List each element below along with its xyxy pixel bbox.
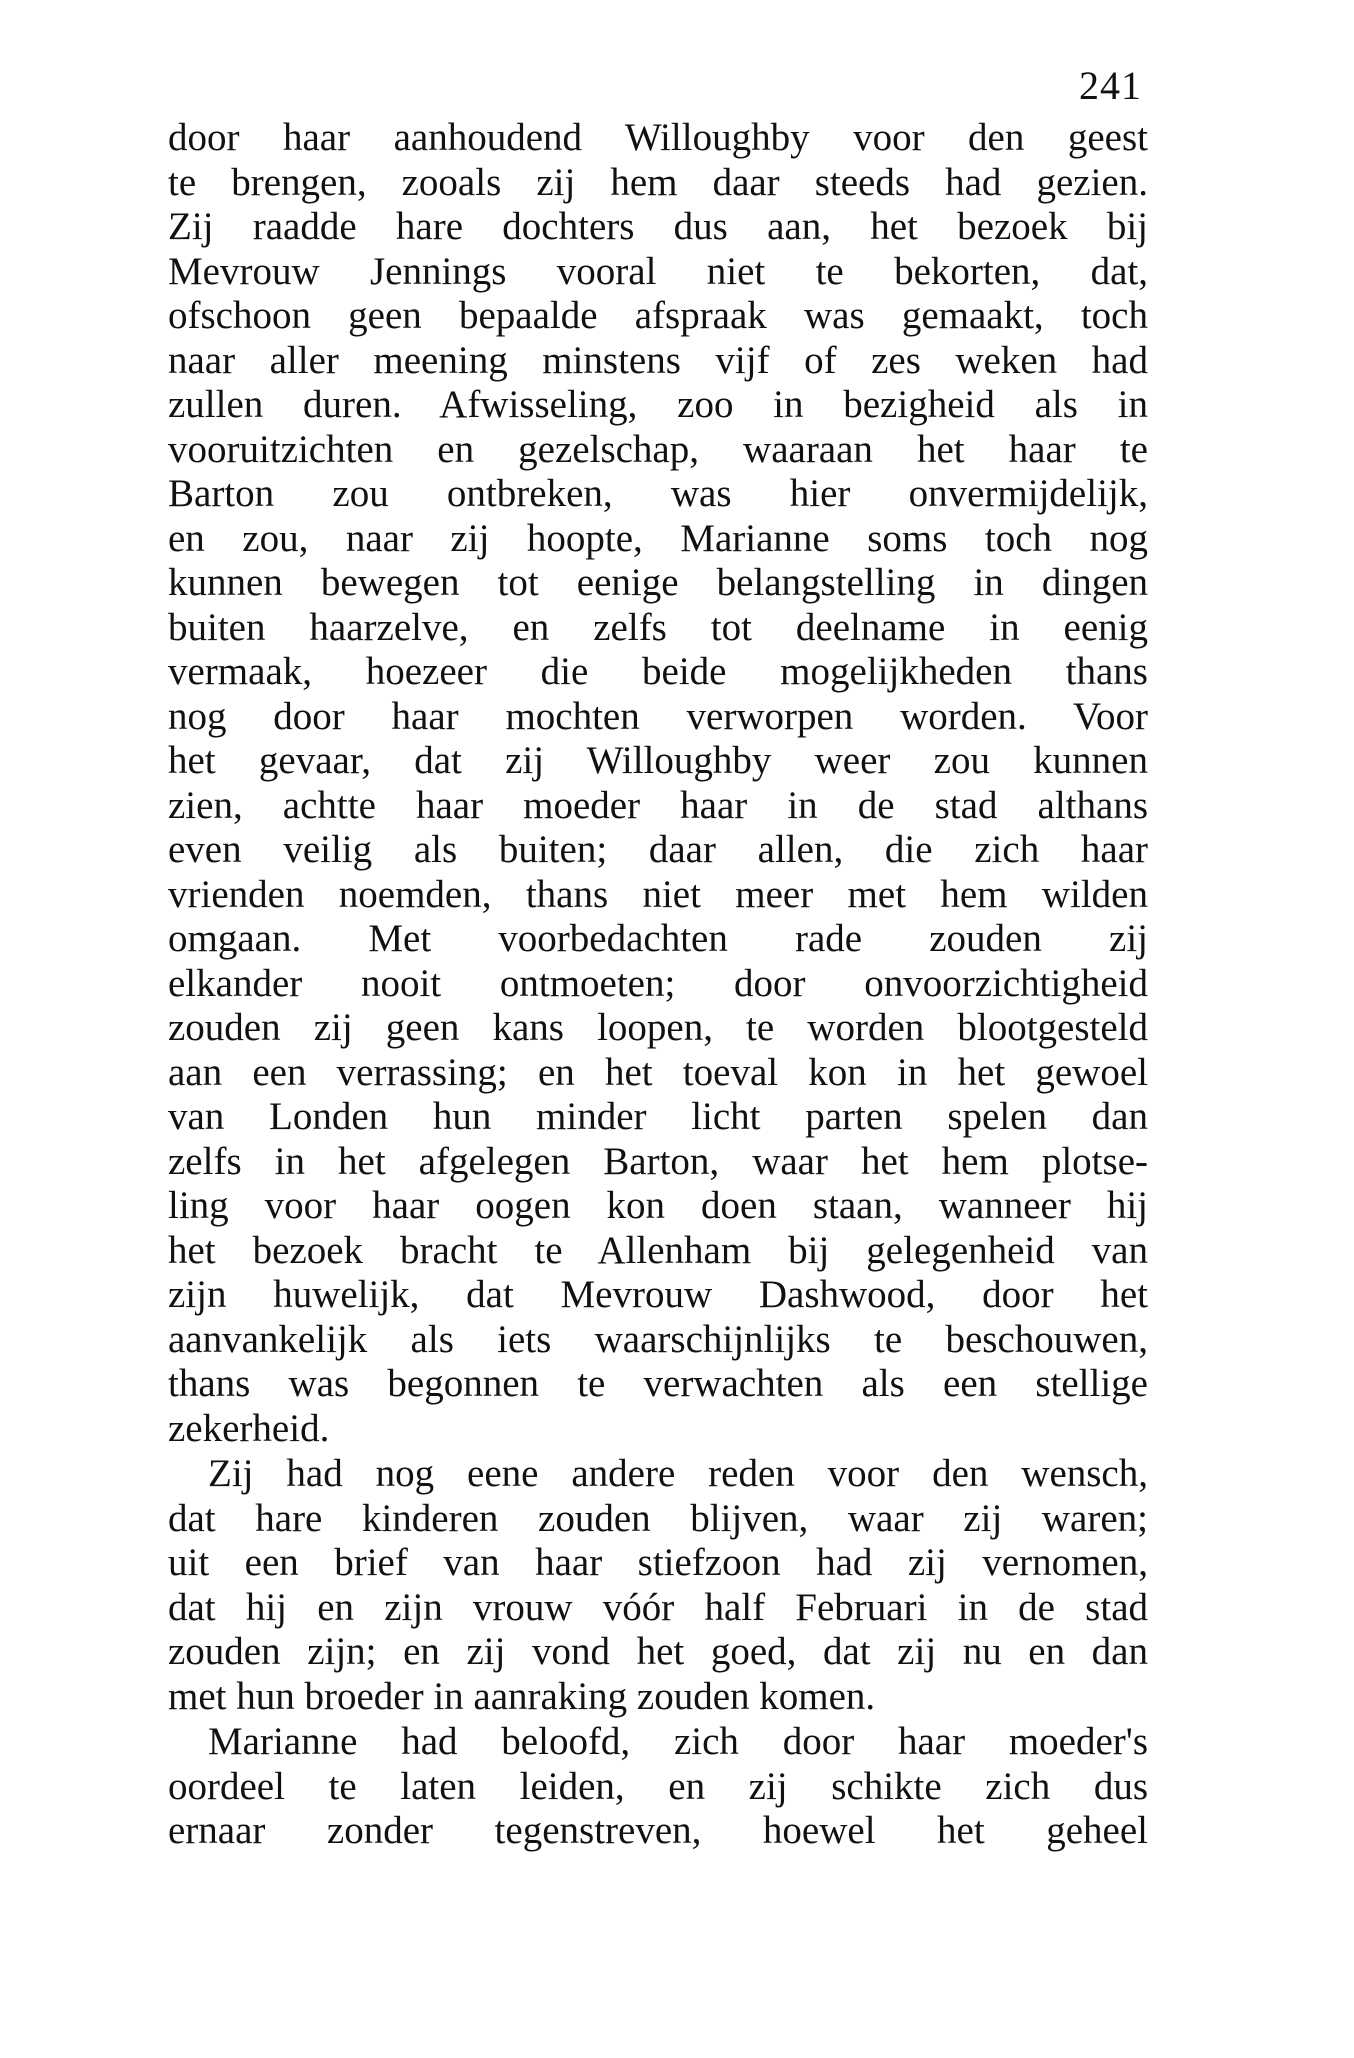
text-line: zelfs in het afgelegen Barton, waar het hem plotse- bbox=[168, 1139, 1148, 1183]
text-line: te brengen, zooals zij hem daar steeds had gezien. bbox=[168, 160, 1148, 204]
paragraph-1 bbox=[168, 116, 1148, 1451]
page-number: 241 bbox=[1079, 63, 1142, 108]
text-line: thans was begonnen te verwachten als een stellige bbox=[168, 1362, 1148, 1405]
text-line: en zou, naar zij hoopte, Marianne soms toch nog bbox=[168, 516, 1148, 560]
body-text bbox=[168, 116, 1148, 1854]
text-line: zouden zij geen kans loopen, te worden blootgesteld bbox=[168, 1006, 1148, 1049]
text-line: Barton zou ontbreken, was hier onvermijdelijk, bbox=[168, 472, 1148, 515]
text-line: kunnen bewegen tot eenige belangstelling in dingen bbox=[168, 561, 1148, 604]
text-line: elkander nooit ontmoeten; door onvoorzichtigheid bbox=[168, 961, 1148, 1005]
text-line: naar aller meening minstens vijf of zes weken had bbox=[168, 338, 1148, 382]
text-line: Zij raadde hare dochters dus aan, het bezoek bij bbox=[168, 205, 1148, 248]
text-line: vooruitzichten en gezelschap, waaraan het haar te bbox=[168, 427, 1148, 471]
text-line: aanvankelijk als iets waarschijnlijks te beschouwen, bbox=[168, 1317, 1148, 1361]
text-line: dat hij en zijn vrouw vóór half Februari in de stad bbox=[168, 1585, 1148, 1629]
paragraph-2 bbox=[168, 1452, 1148, 1719]
text-line: vrienden noemden, thans niet meer met hem wilden bbox=[168, 872, 1148, 916]
text-line: zouden zijn; en zij vond het goed, dat zij nu en dan bbox=[168, 1630, 1148, 1673]
text-line: zien, achtte haar moeder haar in de stad althans bbox=[168, 783, 1148, 827]
text-line: oordeel te laten leiden, en zij schikte zich dus bbox=[168, 1764, 1148, 1808]
text-line: omgaan. Met voorbedachten rade zouden zij bbox=[168, 917, 1148, 960]
text-line: ling voor haar oogen kon doen staan, wanneer hij bbox=[168, 1184, 1148, 1227]
text-line: het bezoek bracht te Allenham bij gelegenheid van bbox=[168, 1228, 1148, 1272]
text-line: zekerheid. bbox=[168, 1406, 330, 1450]
paragraph-3 bbox=[168, 1720, 1148, 1854]
text-line: ofschoon geen bepaalde afspraak was gemaakt, toch bbox=[168, 294, 1148, 337]
text-line: het gevaar, dat zij Willoughby weer zou kunnen bbox=[168, 739, 1148, 782]
text-line: met hun broeder in aanraking zouden komen. bbox=[168, 1674, 876, 1718]
text-line: buiten haarzelve, en zelfs tot deelname in eenig bbox=[168, 605, 1148, 649]
text-line: van Londen hun minder licht parten spelen dan bbox=[168, 1095, 1148, 1138]
text-line: ernaar zonder tegenstreven, hoewel het geheel bbox=[168, 1809, 1148, 1852]
text-line: uit een brief van haar stiefzoon had zij vernomen, bbox=[168, 1541, 1148, 1584]
text-line: vermaak, hoezeer die beide mogelijkheden thans bbox=[168, 650, 1148, 693]
text-line: zijn huwelijk, dat Mevrouw Dashwood, door het bbox=[168, 1273, 1148, 1316]
text-line: Mevrouw Jennings vooral niet te bekorten, dat, bbox=[168, 249, 1148, 293]
text-line: dat hare kinderen zouden blijven, waar zij waren; bbox=[168, 1496, 1148, 1540]
text-line: door haar aanhoudend Willoughby voor den geest bbox=[168, 116, 1148, 159]
text-line: zullen duren. Afwisseling, zoo in bezigheid als in bbox=[168, 383, 1148, 426]
text-line: Zij had nog eene andere reden voor den wensch, bbox=[208, 1452, 1148, 1495]
text-line: Marianne had beloofd, zich door haar moeder's bbox=[208, 1720, 1148, 1763]
text-line: aan een verrassing; en het toeval kon in het gewoel bbox=[168, 1050, 1148, 1094]
text-line: even veilig als buiten; daar allen, die zich haar bbox=[168, 828, 1148, 871]
text-line: nog door haar mochten verworpen worden. Voor bbox=[168, 694, 1148, 738]
